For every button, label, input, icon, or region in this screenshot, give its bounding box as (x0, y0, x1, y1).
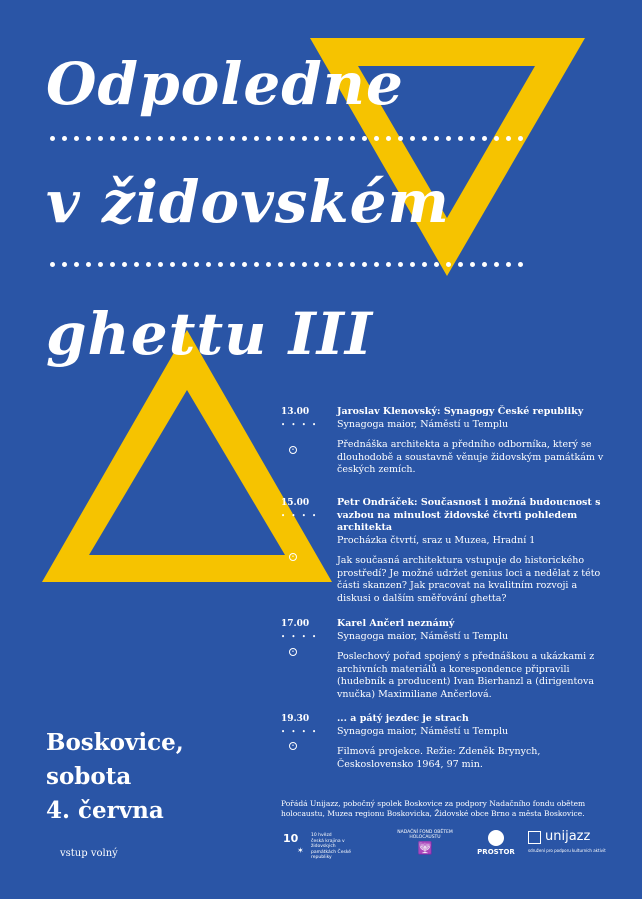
event-time: 13.00 (281, 407, 310, 417)
dot (74, 136, 79, 141)
dot (314, 262, 319, 267)
event-time: 17.00 (281, 619, 310, 629)
dot (446, 262, 451, 267)
time-dots: • • • • (281, 633, 319, 641)
title-dots-1 (50, 128, 550, 136)
dot (374, 136, 379, 141)
dot (254, 262, 259, 267)
dot (110, 136, 115, 141)
dot (518, 262, 523, 267)
dot (386, 262, 391, 267)
logo-10-text: 10 hvězd česká krajina v židovských památkách České republiky (311, 833, 352, 860)
title-line-2: v židovském (46, 168, 450, 236)
event-location: Synagoga maior, Náměstí u Templu (337, 630, 509, 642)
dot (230, 136, 235, 141)
dot (50, 136, 55, 141)
dot (302, 262, 307, 267)
logo-unijazz-text: unijazz (545, 829, 591, 844)
dot (62, 136, 67, 141)
dot (98, 262, 103, 267)
dot (242, 262, 247, 267)
dot (194, 136, 199, 141)
event-body (337, 713, 607, 771)
dot (86, 136, 91, 141)
dot (218, 262, 223, 267)
dot (338, 136, 343, 141)
dot (230, 262, 235, 267)
entry-free: vstup volný (60, 848, 118, 859)
bullet-icon: • (289, 648, 297, 656)
dot (350, 262, 355, 267)
city: Boskovice, (46, 729, 184, 756)
logo-prostor (475, 830, 517, 862)
dot (290, 262, 295, 267)
event-body (337, 618, 607, 701)
dot (50, 262, 55, 267)
dot (398, 136, 403, 141)
dot (326, 136, 331, 141)
logo-unijazz (528, 831, 618, 859)
dot (146, 262, 151, 267)
event-description: Přednáška architekta a předního odborníka, který se dlouhodobě a soustavně věnuje židovským památkám v českých zemích. (337, 439, 604, 475)
dot (314, 136, 319, 141)
dot (350, 136, 355, 141)
dot (374, 262, 379, 267)
dot (398, 262, 403, 267)
event-description: Jak současná architektura vstupuje do historického prostředí? Je možné udržet genius loci a nedělat z této části skanzen? Jak pracovat na kvalitním rozvoji a diskusi o dalším směřování ghetta? (337, 555, 601, 604)
date: 4. června (46, 797, 164, 824)
dot (338, 262, 343, 267)
bullet-icon: • (289, 553, 297, 561)
dot (266, 136, 271, 141)
time-dots: • • • • (281, 512, 319, 520)
dot (86, 262, 91, 267)
dot (434, 136, 439, 141)
dot (470, 262, 475, 267)
bullet-icon: • (289, 446, 297, 454)
dot (146, 136, 151, 141)
event-title: Petr Ondráček: Současnost i možná budoucnost s vazbou na minulost židovské čtvrti pohledem architekta (337, 497, 601, 533)
dot (134, 136, 139, 141)
sparkle-icon: ✶ (297, 846, 304, 855)
dot (62, 262, 67, 267)
dot (206, 262, 211, 267)
logo-10-number: 10 (283, 832, 299, 845)
dot (506, 136, 511, 141)
dot (194, 262, 199, 267)
logo-prostor-text: PROSTOR (477, 848, 515, 856)
dot (158, 136, 163, 141)
time-dots: • • • • (281, 728, 319, 736)
dot (494, 262, 499, 267)
prostor-circle-icon (488, 830, 504, 846)
dot (182, 136, 187, 141)
dot (158, 262, 163, 267)
dot (362, 262, 367, 267)
event-title: Karel Ančerl neznámý (337, 618, 455, 629)
dot (410, 136, 415, 141)
dot (362, 136, 367, 141)
unijazz-square-icon (528, 831, 541, 844)
dot (182, 262, 187, 267)
dot (170, 262, 175, 267)
dot (278, 262, 283, 267)
event-location: Procházka čtvrtí, sraz u Muzea, Hradní 1 (337, 534, 536, 546)
dot (254, 136, 259, 141)
event-description: Filmová projekce. Režie: Zdeněk Brynych, Československo 1964, 97 min. (337, 746, 541, 770)
dot (422, 262, 427, 267)
organizer-text: Pořádá Unijazz, pobočný spolek Boskovice za podpory Nadačního fondu obětem holocaustu, Muzea regionu Boskovicka, Židovské obce Brno a města Boskovice. (281, 799, 586, 818)
dot (218, 136, 223, 141)
event-title: Jaroslav Klenovský: Synagogy České republiky (337, 406, 584, 417)
dot (290, 136, 295, 141)
logo-nadacni-text: NADAČNÍ FOND OBĚTEM HOLOCAUSTU (397, 830, 453, 840)
event-description: Poslechový pořad spojený s přednáškou a ukázkami z archivních materiálů a korespondence připravili (hudebník a producent) Ivan Bierhanzl a (dirigentova vnučka) Maximiliane Ančerlová. (337, 651, 595, 700)
title-line-3: ghettu III (46, 300, 373, 368)
dot (74, 262, 79, 267)
event-time: 15.00 (281, 498, 310, 508)
dot (470, 136, 475, 141)
dot (110, 262, 115, 267)
dot (170, 136, 175, 141)
dot (506, 262, 511, 267)
dot (134, 262, 139, 267)
bullet-icon: • (289, 742, 297, 750)
place-date-block (46, 726, 184, 828)
dot (482, 136, 487, 141)
title-dots-2 (50, 254, 550, 262)
dot (494, 136, 499, 141)
dot (386, 136, 391, 141)
dot (302, 136, 307, 141)
dot (446, 136, 451, 141)
dot (98, 136, 103, 141)
dot (278, 136, 283, 141)
menorah-icon: 🕎 (417, 841, 433, 855)
dot (410, 262, 415, 267)
dot (434, 262, 439, 267)
logo-unijazz-sub: sdružení pro podporu kulturních aktivit (528, 848, 606, 853)
dot (518, 136, 523, 141)
dot (122, 136, 127, 141)
dot (326, 262, 331, 267)
event-body (337, 406, 607, 477)
event-title: ... a pátý jezdec je strach (337, 713, 469, 724)
dot (422, 136, 427, 141)
dot (206, 136, 211, 141)
event-location: Synagoga maior, Náměstí u Templu (337, 725, 509, 737)
time-dots: • • • • (281, 421, 319, 429)
event-location: Synagoga maior, Náměstí u Templu (337, 418, 509, 430)
event-body (337, 497, 607, 605)
logo-10-hvezd (283, 832, 363, 858)
dot (458, 262, 463, 267)
dot (122, 262, 127, 267)
dot (242, 136, 247, 141)
event-time: 19.30 (281, 714, 310, 724)
logo-nadacni-fond (385, 830, 465, 860)
title-line-1: Odpoledne (46, 50, 404, 118)
dot (266, 262, 271, 267)
dot (482, 262, 487, 267)
day: sobota (46, 763, 132, 790)
dot (458, 136, 463, 141)
